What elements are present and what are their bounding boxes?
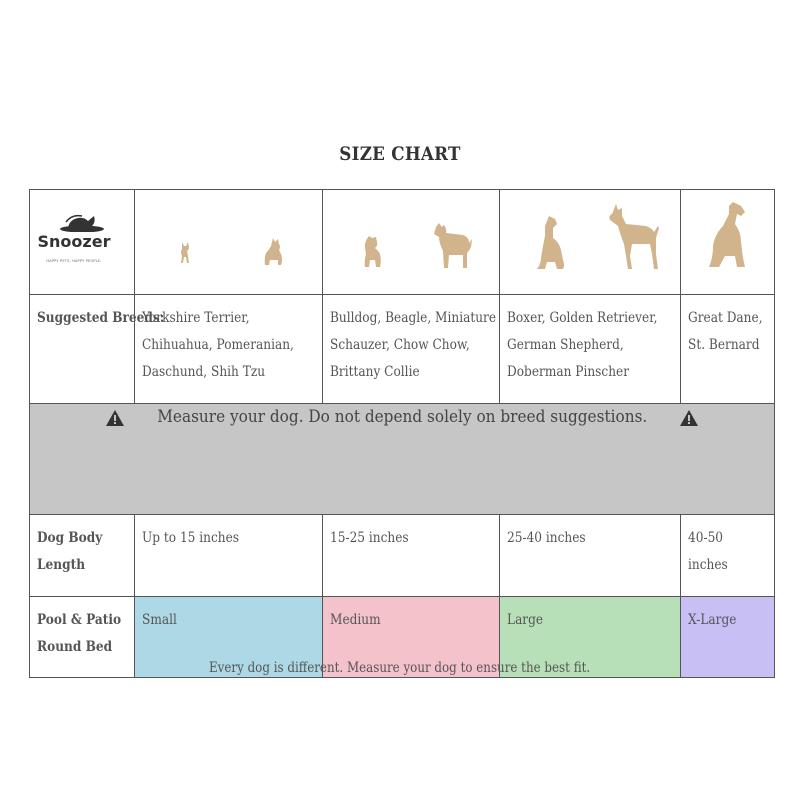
medium-dog-icon [361,236,383,268]
medium-dog-icon [433,223,473,269]
warning-row [30,404,775,515]
logo-brand: Snoozer [37,232,111,251]
bed-size-label: Pool & Patio Round Bed [30,597,135,678]
logo-tagline: HAPPY PETS. HAPPY PEOPLE. [46,259,102,263]
length-small: Up to 15 inches [135,515,323,597]
logo-cell [30,190,135,295]
bed-size-large: Large [500,597,681,678]
breeds-xlarge: Great Dane, St. Bernard [681,295,775,404]
small-dogs-cell [135,190,323,295]
large-dog-icon [535,216,565,270]
dog-images-row [30,190,775,295]
breeds-small: Yorkshire Terrier, Chihuahua, Pomeranian, Daschund, Shih Tzu [135,295,323,404]
length-medium: 15-25 inches [323,515,500,597]
bed-size-xlarge: X-Large [681,597,775,678]
medium-dogs-cell [323,190,500,295]
breeds-label: Suggested Breeds: [30,295,135,404]
footer-note: Every dog is different. Measure your dog to ensure the best fit. [209,660,591,676]
xlarge-dogs-cell [681,190,775,295]
body-length-row [30,515,775,597]
breeds-row [30,295,775,404]
large-dog-icon [606,204,660,270]
warning-banner [30,404,775,515]
small-dog-icon [261,238,283,266]
large-dogs-cell [500,190,681,295]
size-chart-table [29,189,775,678]
warning-text: Measure your dog. Do not depend solely on breed suggestions. [156,407,648,427]
small-dog-icon [179,242,191,264]
body-length-label: Dog Body Length [30,515,135,597]
breeds-large: Boxer, Golden Retriever, German Shepherd, Doberman Pinscher [500,295,681,404]
length-large: 25-40 inches [500,515,681,597]
bed-size-small: Small [135,597,323,678]
breeds-medium: Bulldog, Beagle, Miniature Schauzer, Chow Chow, Brittany Collie [323,295,500,404]
page-title: SIZE CHART [339,143,461,165]
bed-size-medium: Medium [323,597,500,678]
length-xlarge: 40-50 inches [681,515,775,597]
xlarge-dog-icon [707,202,747,268]
warning-triangle-icon [680,410,698,426]
warning-triangle-icon [106,410,124,426]
